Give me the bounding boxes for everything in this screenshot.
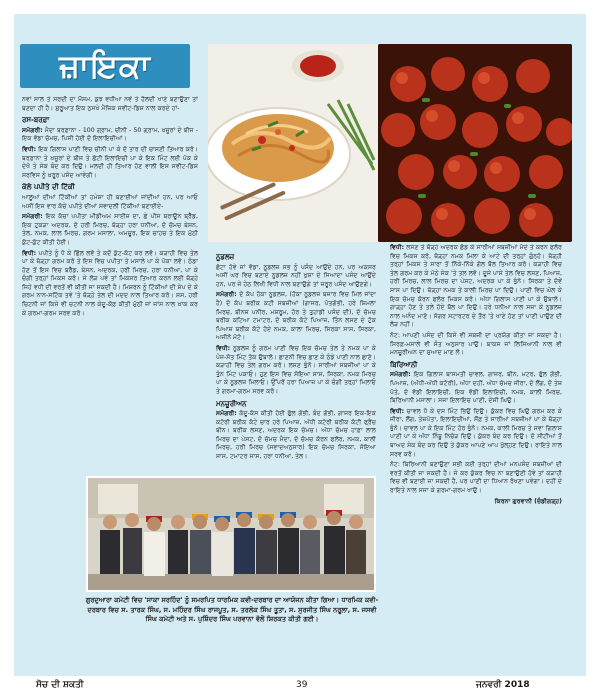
recipe-title: ਮਨਚੂਰੀਅਨ — [216, 399, 247, 408]
text-column-3 — [390, 244, 562, 664]
author-byline: ਕਿਰਨਾ ਗੁਰਵਾਨੀ (ਚੰਡੀਗੜ੍ਹ) — [494, 497, 562, 505]
issue-date: ਜਨਵਰੀ 2018 — [476, 680, 530, 690]
group-photo-illustration — [88, 478, 374, 590]
method-label: ਵਿਧੀ: — [216, 344, 231, 352]
recipe-paragraph — [22, 127, 198, 144]
method-text: ਪਪੀਤੇ ਨੂੰ ਧੋ ਕੇ ਛਿੱਲ ਲਵੋ ਤੇ ਕਦੋਂ ਕੁੱਟ-ਕੱਟ ਕਰ ਲਵੋ। ਕੜਾਹੀ ਵਿਚ ਤੇਲ ਪਾ ਕੇ ਥੋੜ੍ਹਾ ਗਰਮ ਕਰੋ ਤੇ ਇਸ ਵਿਚ ਪਪੀਤਾ ਤੇ ਮਸਾਲੇ ਪਾ ਕੇ ਪੱਕਾ ਲਵੋ। ਠੰਡਾ ਹੋਣ ਤੋਂ ਇਸ ਵਿਚ ਬਰੈੱਡ, ਬੇਸਨ, ਅਦਰਕ, ਹਰੀ ਮਿਰਚ, ਹਰਾ ਧਨੀਆ, ਪਾ ਕੇ ਚੰਗੀ ਤਰ੍ਹਾਂ ਮਿਕਸ ਕਰੋ। ਜੇ ਲੋੜ ਪਵੇ ਤਾਂ ਮਿਕਸਰ ਤਿਆਰ ਕਰਨ ਲਈ ਥੋੜ੍ਹੇ ਜਿਹੇ ਵਧੀ ਦੀ ਵਰਤੋਂ ਵੀ ਕੀਤੀ ਜਾ ਸਕਦੀ ਹੈ। ਮਿਸ਼ਰਨ ਨੂੰ ਟਿੱਕੀਆਂ ਦੀ ਸ਼ੇਪ ਦੇ ਕੇ ਗਰਮ ਨਾਨ-ਸਟਿੱਕ ਤਵੇ 'ਤੇ ਥੋੜ੍ਹੇ ਤੇਲ ਦੀ ਮਦਦ ਨਾਲ ਤਿਆਰ ਕਰੋ। ਸਸ, ਹਰੀ ਚਿਟਨੀ ਜਾਂ ਕਿਸੇ ਵੀ ਚਟਨੀ ਨਾਲ ਕੇਦੂ-ਕੋਫ਼ ਕੀਤੀ ਮੁੱਠੀ ਜਾਂ ਜਾਂਸ ਨਾਲ ਖ਼ਾਕ ਕਰ ਕੇ ਗਰਮਾ-ਗਰਮ ਸਰਵ ਕਰੋ। — [22, 249, 198, 317]
method-label: ਵਿਧੀ: — [22, 145, 37, 153]
ingredients-label: ਸਮੱਗਰੀ: — [22, 126, 43, 134]
ingredients-label: ਸਮੱਗਰੀ: — [216, 410, 237, 418]
page-number: 39 — [296, 680, 308, 690]
method-text: ਨੂਡਲਜ਼ ਨੂੰ ਗਰਮ ਪਾਣੀ ਵਿਚ ਇਕ ਚੱਮਚ ਤੇਲ ਤੇ ਨਮਕ ਪਾ ਕੇ ਪੰਜ-ਸੱਤ ਮਿੰਟ ਤੱਕ ਉਬਾਲੋ। ਛਾਣਨੀ ਵਿਚ ਛਾਣ ਕੇ ਠੰਡੇ ਪਾਣੀ ਨਾਲ ਛਾਣੋ। ਕੜਾਹੀ ਵਿਚ ਤੇਲ ਗਰਮ ਕਰੋ। ਲਸਣ ਭੁੰਨੋ। ਸਾਰੀਆਂ ਸਬਜ਼ੀਆਂ ਪਾ ਕੇ ਤੁੰਨ ਮਿੰਟ ਪਕਾਓ। ਹੁਣ ਇਸ ਵਿਚ ਸੋਇਆ ਸਾਸ, ਸਿਰਕਾ, ਨਮਕ ਮਿਰਚ ਪਾ ਕੇ ਨੂਡਲਜ਼ ਮਿਲਾਓ। ਉੱਪਰੋਂ ਹਰਾ ਪਿਆਜ਼ ਪਾ ਕੇ ਚੰਗੀ ਤਰ੍ਹਾਂ ਮਿਲਾਓ ਤੇ ਗਰਮਾ-ਗਰਮ ਸਰਵ ਕਰੋ। — [216, 344, 376, 395]
intro-paragraph: ਨਵਾਂ ਸਾਲ ਤੇ ਸਰਦੀ ਦਾ ਮੌਸਮ, ਕੁਝ ਵਧੀਆ ਨਵੇਂ ਤੇ ਹੈਲਦੀ ਖਾਣੇ ਬਣਾਉਣਾ ਤਾਂ ਬਣਦਾ ਹੀ ਹੈ। ਸ਼ੁਰੂਆਤ ਇਕ ਨੁਸਖ਼ੇ ਮੈਂਜ਼ਿਕ ਸਵੀਟ-ਡਿਸ਼ ਨਾਲ ਕਰਦੇ ਹਾਂ- — [22, 96, 198, 112]
group-photo — [86, 476, 376, 592]
recipe-title: ਨੂਡਲਜ਼ — [216, 253, 235, 261]
manchurian-photo — [378, 44, 572, 242]
recipe-title: ਬਿਰਿਆਨੀ — [390, 360, 418, 369]
ingredients-label: ਸਮੱਗਰੀ: — [22, 213, 43, 221]
tip-paragraph: ਨੋਟ: ਆਪਣੀ ਪਸੰਦ ਦੀ ਕਿਸੇ ਵੀ ਸਬਜ਼ੀ ਦਾ ਪ੍ਰਯੋਗ ਕੀਤਾ ਜਾ ਸਕਦਾ ਹੈ। ਸਿਰਫ਼-ਮਸਾਲੇ ਵੀ ਸੰਤ ਅਨੁਸਾਰ ਪਾਉ। ਬਾਕਸ ਜਾਂ ਲਿਸਿਆਨੀ ਨਾਲ ਵੀ ਮਨਚੂਰੀਅਨ ਦਾ ਸੁਆਦ ਮਾਣ ਲੋ। — [390, 331, 562, 357]
recipe-paragraph — [22, 146, 198, 180]
recipe-paragraph — [22, 250, 198, 319]
method-label: ਵਿਧੀ: — [390, 244, 405, 251]
ingredients-text: ਮੈਦਾ ਬਰਫ਼ਾਨਾ - 100 ਗ੍ਰਾਮ, ਚੀਨੀ - 50 ਗ੍ਰਾਮ, ਖ਼ਜੂਰਾਂ ਦੇ ਬੀਜ - ਇਕ ਵੱਡਾ ਚੱਮਚ, ਪਿਸੀ ਹੋਈ ਦੋ ਇਲਾਇਚੀਆਂ। — [22, 126, 198, 143]
recipe-intro: ਆਲੂਆਂ ਦੀਆਂ ਟਿੱਕੀਆਂ ਤਾਂ ਹਮੇਸ਼ਾ ਹੀ ਬਣਾਈਆਂ ਜਾਂਦੀਆਂ ਹਨ, ਪਰ ਆਓ ਅਸੀਂ ਇਸ ਵਾਰ ਕੱਚੇ ਪਪੀਤੇ ਦੀਆਂ ਸਵਾਦਲੀ ਟਿੱਕੀਆਂ ਬਣਾਈਏ- — [22, 193, 198, 210]
manchurian-illustration — [378, 44, 572, 242]
magazine-name: ਸੋਚ ਦੀ ਸ਼ਕਤੀ — [36, 680, 84, 690]
recipe-title: ਕੇਲੇ ਪਪੀਤੇ ਦੀ ਟਿੱਕੀ — [22, 183, 75, 192]
ingredients-text: ਕੱਦੂ-ਕੱਸ ਕੀਤੀ ਹੋਈ ਫੁੱਲ ਗੋਭੀ, ਬੰਦ ਗੋਭੀ, ਗਾਜਰ ਇਕ-ਇਕ ਕਟੋਰੀ ਬਰੀਕ ਕੱਟੇ ਚਾਰ ਹਰੇ ਪਿਆਜ਼, ਅੱਧੀ ਕਟੋਰੀ ਬਰੀਕ ਕੱਟੀ ਫ੍ਰੈਂਚ ਬੀਨ। ਬਰੀਕ ਲਸਣ, ਅਦਰਕ ਇਕ ਚੱਮਚ। ਅੱਧਾ ਚੱਮਚ ਹਾਫ਼ਾ ਲਾਲ ਮਿਰਚ ਦਾ ਪੇਸਟ, ਦੋ ਚੱਮਚ ਮੈਦਾ, ਦੋ ਚੱਮਚ ਕੋਰਨ ਫਲੋਰ, ਨਮਕ, ਕਾਲੀ ਮਿਰਚ, ਹਰੀ ਮਿਰਚ (ਸਵਾਦਅਨੁਸਾਰ) ਇਕ ਚੱਮਚ ਸਿਰਕਾ, ਸੋਇਆ ਸਾਸ, ਟਮਾਟਰ ਸਾਸ, ਹਰਾ ਧਨੀਆ, ਤੇਲ। — [216, 410, 376, 461]
method-label: ਵਿਧੀ: — [390, 407, 405, 415]
recipe-paragraph — [390, 408, 562, 460]
ingredients-label: ਸਮੱਗਰੀ: — [390, 371, 411, 379]
ingredients-text: ਇਕ ਕੱਚਾ ਪਪੀਤਾ ਮੀਡੀਅਮ ਸਾਈਜ਼ ਦਾ, ਛੇ ਪੀਸ ਬਰਾਊਨ ਬ੍ਰੈੱਡ, ਇਕ ਟੁਕੜਾ ਅਦਰਕ, ਦੋ ਹਰੀ ਮਿਰਚ, ਥੋੜ੍ਹਾ ਹਰਾ ਧਨੀਆ, ਦੋ ਚੱਮਚ ਬੇਸਨ, ਤੇਲ, ਨਮਕ, ਲਾਲ ਮਿਰਚ, ਗਰਮ ਮਸਾਲਾ, ਅਮਚੂਰ, ਇਕ ਚਾਹਚ ਤੇ ਇਕ ਮੁੱਠੀ ਕੁੱਟ-ਕੁੱਟ ਕੀਤੀ ਹੋਈ। — [22, 213, 198, 246]
recipe-title: ਰਸ-ਬਰਫ਼ਾ — [22, 116, 50, 125]
ingredients-text: ਇਕ ਗਿਲਾਸ ਬਾਸਮਤੀ ਚਾਵਲ, ਗਾਜਰ, ਬੀਨ, ਮਟਰ, ਫੁੱਲ ਗੋਭੀ, ਪਿਆਜ਼, (ਅੱਧੀ-ਅੱਧੀ ਕਟੋਰੀ), ਅੱਧਾ ਦਹੀਂ, ਅੱਧਾ ਚੱਮਚ ਜੀਰਾ, ਦੋ ਲੌਂਗ, ਦੋ ਤੇਜ਼ ਪੱਤੇ, ਦੋ ਵੱਡੀ ਇਲਾਇਚੀ, ਇਕ ਵੱਡੀ ਇਲਾਇਚੀ, ਨਮਕ, ਕਾਲੀ ਮਿਰਚ, ਬਿਰਿਆਨੀ ਮਸਾਲਾ। ਸਜਾ ਇਲਾਇਚ ਪਾਣੀ, ਦੇਸੀ ਘਿਉ। — [390, 371, 562, 405]
closing-note: ਨੋਟ: ਬਿਰਿਆਨੀ ਬਣਾਉਣਾ ਸਭੀ ਕਈ ਤਰ੍ਹਾਂ ਦੀਆਂ ਮਨਪਸੰਦ ਸਬਜ਼ੀਆਂ ਦੀ ਵਰਤੋਂ ਕੀਤੀ ਜਾ ਸਕਦੀ ਹੈ। ਜੇ ਕਰ ਕੁੱਕਰ ਵਿਚ ਨਾ ਬਣਾਉਣੀ ਹੋਵੇ ਤਾਂ ਕੜਾਹੀ ਵਿਚ ਵੀ ਬਣਾਈ ਜਾ ਸਕਦੀ ਹੈ, ਪਰ ਪਾਣੀ ਦਾ ਧਿਆਨ ਰੱਖਣਾ ਪਵੇਗਾ। ਦਹੀਂ ਦੇ ਰਾਇਤੇ ਨਾਲ ਸਜਾ ਕੇ ਗਰਮਾ-ਗਰਮ ਖਾਉ। — [390, 461, 562, 495]
text-column-1 — [22, 96, 198, 474]
section-title-banner — [20, 44, 190, 88]
section-title: ਜ਼ਾਇਕਾ — [59, 47, 151, 85]
recipe-paragraph — [390, 371, 562, 405]
noodles-photo — [208, 44, 378, 242]
text-column-2 — [216, 250, 376, 474]
method-text: ਇਕ ਗਿਲਾਸ ਪਾਣੀ ਵਿਚ ਚੀਨੀ ਪਾ ਕੇ ਦੋ ਤਾਰ ਦੀ ਚਾਸਣੀ ਤਿਆਰ ਕਰੋ। ਬਰਫ਼ਾਨਾ ਤੇ ਖ਼ਜੂਰਾਂ ਦੇ ਬੀਜ ਤੇ ਛੋਟੀ ਇਲਾਇਚੀ ਪਾ ਕੇ ਇਕ ਮਿੰਟ ਲਈ ਪੱਕ ਕੇ ਦੇਖੋ ਤੇ ਸੇਕ ਬੰਦ ਕਰ ਦਿਉ। ਮਲਦੀ ਹੀ ਤਿਆਰ ਹੋਣ ਵਾਲੀ ਇਸ ਸਵੀਟ-ਡਿਸ਼ ਸਰਵਿਸ ਨੂੰ ਖ਼ਰੂਰ ਪਸੰਦ ਆਵੇਗੀ। — [22, 145, 198, 179]
ingredients-label: ਸਮੱਗਰੀ: — [216, 291, 237, 299]
ingredients-text: ਦੋ ਕੱਪ ਹੋਕਾ ਨੂਡਲਜ਼, (ਹੱਕਾ ਨੂਡਲਜ਼ ਬਜ਼ਾਰ ਵਿਚ ਮਿਲ ਜਾਂਦਾ ਹੈ) ਦੋ ਕੱਪ ਬਰੀਕ ਕਟੀ ਸਬਜ਼ੀਆਂ (ਗਾਜਰ, ਪੱਤਗੋਭੀ, ਹਰੇ ਸ਼ਿਮਲਾ ਮਿਰਚ, ਬੀਨਜ਼ ਪਨੀਰ, ਮਸ਼ਰੂਮ, ਹੋਰ ਤੇ ਤੁਹਾਡੀ ਪਸੰਦ ਦੀ), ਦੋ ਚੱਮਚ ਬਰੀਕ ਕਟਿਆ ਟਮਾਟਰ, ਦੋ ਬਰੀਕ ਕੱਟੇ ਪਿਆਜ਼, ਤਿੰਨ ਲਸਣ ਦੇ ਟੁੱਕ ਪਿਆਜ਼ ਬਰੀਕ ਕੱਟੇ ਹੋਏ ਨਮਕ, ਕਾਲਾ ਮਿਰਚ, ਸਿਰਕਾ ਸਾਸ, ਸਿਰਕਾ, ਅਜੀਨੋ ਮੋਟੋ। — [216, 291, 376, 342]
noodles-illustration — [208, 44, 378, 242]
recipe-paragraph — [22, 213, 198, 247]
recipe-intro: ਛੋਟਾ ਹੋਵੇ ਜਾਂ ਵੱਡਾ, ਨੂਡਲਜ਼ ਸਭ ਨੂੰ ਪਸੰਦ ਆਉਂਦੇ ਹਨ, ਪਰ ਅਕਸਰ ਅਸੀਂ ਘਰ ਵਿਚ ਬਣਾਏ ਨੂਡਲਜ਼ ਨਹੀਂ ਖੁਸ਼ਾ ਦੇ ਜਿਆਦਾ ਪਸੰਦ ਆਉਂਦੇ ਹਨ, ਪਰ ਜੇ ਹੇਠ ਲਿਖੀ ਵਿਧੀ ਨਾਲ ਬਣਾਉਗੇ ਤਾਂ ਜ਼ਰੂਰ ਪਸੰਦ ਆਉਣਗੇ। — [216, 263, 376, 288]
recipe-paragraph — [390, 244, 562, 330]
method-label: ਵਿਧੀ: — [22, 249, 37, 257]
recipe-paragraph — [216, 291, 376, 343]
photo-caption: ਗੁਰਦੁਆਰਾ ਕਮੇਟੀ ਵਿਚ 'ਸਾਕਾ ਸਰਹਿੰਦ' ਨੂੰ ਸਮਰਪਿਤ ਧਾਰਮਿਕ ਕਵੀ-ਦਰਬਾਰ ਦਾ ਆਯੋਜਨ ਕੀਤਾ ਗਿਆ। ਧਾਰਮਿਕ ਕਵੀ-ਦਰਬਾਰ ਵਿਚ ਸ. ਤਾਰਕ ਸਿੰਘ, ਸ. ਮਹਿੰਦਰ ਸਿੰਘ ਰਾਜਪੂਤ, ਸ. ਤਰਲੋਕ ਸਿੰਘ ਤੂਤਾ, ਸ. ਸੁਰਜੀਤ ਸਿੰਘ ਨਰੂਲਾ, ਸ. ਜਸਵੀ ਸਿੰਘ ਕਮੇਟੀ ਅਤੇ ਸ. ਪੁਸ਼ਿੰਦਰ ਸਿੰਘ ਪਰਵਾਨਾ ਵੱਲੋਂ ਸ਼ਿਰਕਤ ਕੀਤੀ ਗਈ। — [85, 596, 379, 623]
recipe-paragraph — [216, 410, 376, 462]
method-text: ਚਾਵਲ ਧੋ ਕੇ ਦਸ ਮਿੰਟ ਭਿਉਂ ਦਿਉ। ਕੁੱਕਰ ਵਿਚ ਘਿਉ ਗਰਮ ਕਰ ਕੇ ਜੀਰਾ, ਲੌਂਗ, ਤੇਜ਼ਪੱਤਾ, ਇਲਾਇਚੀਆਂ, ਸੌਂਫ਼ ਤੇ ਸਾਰੀਆਂ ਸਬਜ਼ੀਆਂ ਪਾ ਕੇ ਥੋੜ੍ਹਾ ਭੁੰਨੋ। ਚਾਵਲ ਪਾ ਕੇ ਇਕ ਮਿੰਟ ਹੋਰ ਭੁੰਨੋ। ਨਮਕ, ਕਾਲੀ ਮਿਰਚ ਤੇ ਸਵਾ ਗਿਲਾਸ ਪਾਣੀ ਪਾ ਕੇ ਅੱਧਾ ਨਿੰਬੂ ਨਿਚੋੜ ਦਿਉ। ਕੁੱਕਰ ਬੰਦ ਕਰ ਦਿਉ। ਦੋ ਸੀਟੀਆਂ ਤੋਂ ਬਾਅਦ ਸੇਕ ਬੰਦ ਕਰ ਦਿਉ ਤੇ ਕੁੱਕਰ ਆਪਣੇ ਆਪ ਖੁੱਲ੍ਹਣ ਦਿਉ। ਰਾਇਤੇ ਨਾਲ ਸਰਵ ਕਰੋ। — [390, 407, 562, 458]
method-text: ਲਸਣ ਤੇ ਥੋੜ੍ਹੇ ਅਦਰਕ ਛੱਡ ਕੇ ਸਾਰੀਆਂ ਸਬਜ਼ੀਆਂ ਮੈਦੇ ਤੇ ਕਰਨ ਫਲੋਰ ਵਿਚ ਮਿਕਸ ਕਰੋ, ਥੋੜ੍ਹਾ ਨਮਕ ਮਿਲਾ ਕੇ ਆਟੇ ਦੀ ਤਰ੍ਹਾਂ ਗੁੰਨ੍ਹੋ। ਥੋੜ੍ਹੀ ਤਰ੍ਹਾਂ ਮਿਕਸ ਤੇ ਸਾਰਾ ਤੋਂ ਨਿੱਕੇ-ਨਿੱਕੇ ਗੋਲ ਬੌਲ ਤਿਆਰ ਕਰੋ। ਕੜਾਹੀ ਵਿਚ ਤੇਲ ਗਰਮ ਕਰ ਕੇ ਮੱਠੇ ਸੇਕ 'ਤੇ ਤਲ ਲਵੋ। ਦੂਜੇ ਪਾਸੇ ਤੇਲ ਵਿਚ ਲਸਣ, ਪਿਆਜ਼, ਹਰੀ ਮਿਰਚ, ਲਾਲ ਮਿਰਚ ਦਾ ਪੇਸਟ, ਅਦਰਕ ਪਾ ਕੇ ਭੁੰਨੋ। ਸਿਰਕਾ ਤੇ ਦੋਵੇਂ ਸਾਸ ਪਾ ਦਿਉ। ਥੋੜ੍ਹਾ ਨਮਕ ਤੇ ਕਾਲੀ ਮਿਰਚ ਪਾ ਦਿਉ। ਪਾਣੀ ਵਿਚ ਘੋਲ ਕੇ ਇਕ ਚੱਮਚ ਕੋਰਨ ਫਲੋਰ ਮਿਕਸ ਕਰੋ। ਅੱਧਾ ਗਿਲਾਸ ਪਾਣੀ ਪਾ ਕੇ ਉਬਾਲੋ। ਗਾੜ੍ਹਾ ਹੋਣ ਤੇ ਤਲੇ ਹੋਏ ਬੌਲ ਪਾ ਦਿਉ। ਹਰੇ ਧਨੀਆ ਨਾਲ ਸਜਾ ਕੇ ਨੂਡਲਜ਼ ਨਾਲ ਅਨੰਦ ਮਾਣੋ। ਸੋਗਰ ਸਟਾਰਟਰ ਦੇ ਤੌਰ 'ਤੇ ਖਾਣੇ ਹੋਣ ਤਾਂ ਪਾਣੀ ਪਾਉਣ ਦੀ ਲੋੜ ਨਹੀਂ। — [390, 244, 562, 329]
recipe-paragraph — [216, 345, 376, 397]
